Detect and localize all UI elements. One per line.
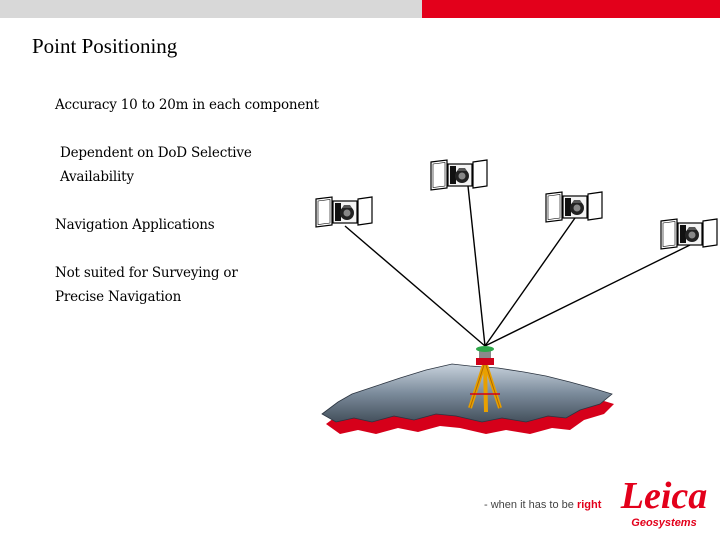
signal-lines — [345, 186, 690, 346]
leica-logo — [614, 474, 714, 532]
slide-title: Point Positioning — [32, 34, 178, 58]
top-bar-red — [422, 0, 720, 18]
satellite-icon — [546, 192, 602, 222]
bullet-not-suited: Not suited for Surveying or Precise Navigation — [55, 265, 238, 305]
satellite-icon — [431, 160, 487, 190]
logo-wordmark: Leica — [620, 475, 708, 517]
terrain-icon — [322, 364, 614, 434]
tagline — [484, 499, 601, 511]
tagline-emphasis: right — [576, 499, 602, 511]
logo-subtext: Geosystems — [631, 517, 697, 529]
bullet-accuracy: Accuracy 10 to 20m in each component — [55, 97, 319, 113]
point-positioning-diagram — [300, 150, 720, 450]
bullet-navigation-applications: Navigation Applications — [55, 217, 215, 233]
satellite-icon — [316, 197, 372, 227]
bullet-selective-availability: Dependent on DoD Selective Availability — [60, 145, 252, 185]
tagline-prefix: - when it has to be — [484, 499, 577, 511]
satellite-icon — [661, 219, 717, 249]
top-bar-gray — [0, 0, 422, 18]
